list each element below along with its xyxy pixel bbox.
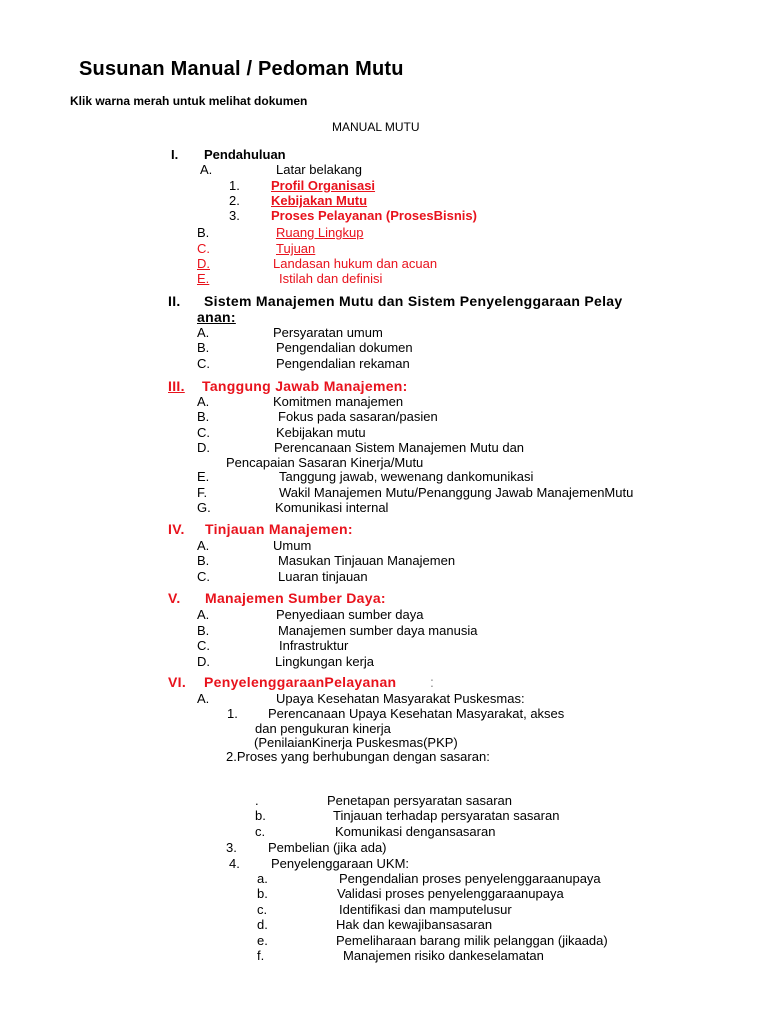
section-3-item-d-label: Perencanaan Sistem Manajemen Mutu dan [274, 440, 525, 455]
section-6-title-colon: : [430, 674, 435, 690]
tinjauan-manajemen-link[interactable]: Tinjauan Manajemen: [205, 521, 353, 537]
section-3-item-d-letter: D. [197, 440, 210, 455]
section-5-item-a-label: Penyediaan sumber daya [276, 607, 424, 622]
section-1-item-c-letter: C. [197, 241, 210, 256]
section-1-item-a-letter: A. [200, 162, 213, 177]
section-3-item-d-continuation: Pencapaian Sasaran Kinerja/Mutu [226, 455, 424, 470]
section-6-number: VI. [168, 674, 187, 690]
section-5-item-c-letter: C. [197, 638, 210, 653]
section-6-point-4-item-c-letter: c. [257, 902, 268, 917]
section-3-item-a-label: Komitmen manajemen [273, 394, 404, 409]
section-1-sub-1-number: 1. [229, 178, 240, 193]
section-6-point-4-item-d-label: Hak dan kewajibansasaran [336, 917, 493, 932]
section-6-point-3-label: Pembelian (jika ada) [268, 840, 387, 855]
section-6-point-2-item-c-label: Komunikasi dengansasaran [335, 824, 496, 839]
section-6-point-4-item-e-letter: e. [257, 933, 268, 948]
section-6-point-4-item-b-label: Validasi proses penyelenggaraanupaya [337, 886, 564, 901]
penyelenggaraan-pelayanan-link[interactable]: PenyelenggaraanPelayanan [204, 674, 397, 690]
section-3-item-c-label: Kebijakan mutu [276, 425, 366, 440]
section-3-item-g-letter: G. [197, 500, 211, 515]
section-6-point-1-line-3: (PenilaianKinerja Puskesmas(PKP) [254, 735, 458, 750]
section-5-item-b-label: Manajemen sumber daya manusia [278, 623, 478, 638]
page-title: Susunan Manual / Pedoman Mutu [79, 58, 404, 80]
section-6-point-4-item-f-letter: f. [257, 948, 265, 963]
profil-organisasi-link[interactable]: Profil Organisasi [271, 178, 376, 193]
section-2-item-c-letter: C. [197, 356, 210, 371]
section-3-item-a-letter: A. [197, 394, 210, 409]
section-6-point-2-item-b-label: Tinjauan terhadap persyaratan sasaran [333, 808, 560, 823]
section-2-title-line-1: Sistem Manajemen Mutu dan Sistem Penyelenggaraan Pelay [204, 293, 623, 309]
section-1-item-a-label: Latar belakang [276, 162, 363, 177]
section-6-point-4-label: Penyelenggaraan UKM: [271, 856, 410, 871]
section-2-item-b-letter: B. [197, 340, 210, 355]
section-5-item-a-letter: A. [197, 607, 210, 622]
section-3-item-f-label: Wakil Manajemen Mutu/Penanggung Jawab ManajemenMutu [279, 485, 634, 500]
section-5-number: V. [168, 590, 181, 606]
instruction-text: Klik warna merah untuk melihat dokumen [70, 94, 308, 108]
section-1-sub-2-number: 2. [229, 193, 240, 208]
section-6-point-4-item-f-label: Manajemen risiko dankeselamatan [343, 948, 544, 963]
section-6-point-1-line-2: dan pengukuran kinerja [255, 721, 391, 736]
section-3-item-b-label: Fokus pada sasaran/pasien [278, 409, 438, 424]
section-6-point-2-item-b-letter: b. [255, 808, 266, 823]
section-5-item-b-letter: B. [197, 623, 210, 638]
kebijakan-mutu-link[interactable]: Kebijakan Mutu [271, 193, 368, 208]
section-6-point-4-item-e-label: Pemeliharaan barang milik pelanggan (jikaada) [336, 933, 608, 948]
section-6-point-1-number: 1. [227, 706, 238, 721]
section-3-number: III. [168, 378, 185, 394]
section-6-item-a-label: Upaya Kesehatan Masyarakat Puskesmas: [276, 691, 525, 706]
section-6-point-3-number: 3. [226, 840, 237, 855]
section-1-item-d-label: Landasan hukum dan acuan [273, 256, 438, 271]
tujuan-link[interactable]: Tujuan [276, 241, 316, 256]
section-5-item-c-label: Infrastruktur [279, 638, 349, 653]
section-6-point-4-item-a-label: Pengendalian proses penyelenggaraanupaya [339, 871, 601, 886]
section-3-item-c-letter: C. [197, 425, 210, 440]
section-1-sub-3-number: 3. [229, 208, 240, 223]
section-4-item-c-letter: C. [197, 569, 210, 584]
document-title: MANUAL MUTU [332, 120, 420, 134]
section-3-item-e-letter: E. [197, 469, 210, 484]
section-6-point-4-number: 4. [229, 856, 240, 871]
section-1-item-e-label: Istilah dan definisi [279, 271, 383, 286]
tanggung-jawab-manajemen-link[interactable]: Tanggung Jawab Manajemen: [202, 378, 408, 394]
section-2-item-b-label: Pengendalian dokumen [276, 340, 413, 355]
section-1-item-b-letter: B. [197, 225, 210, 240]
section-6-point-2-item-c-letter: c. [255, 824, 266, 839]
section-1-item-d-letter: D. [197, 256, 210, 271]
section-2-item-a-letter: A. [197, 325, 210, 340]
section-6-point-4-item-c-label: Identifikasi dan mamputelusur [339, 902, 512, 917]
section-6-point-4-item-a-letter: a. [257, 871, 268, 886]
section-3-item-e-label: Tanggung jawab, wewenang dankomunikasi [279, 469, 534, 484]
section-5-item-d-label: Lingkungan kerja [275, 654, 375, 669]
section-4-item-c-label: Luaran tinjauan [278, 569, 368, 584]
section-6-point-2-label: 2.Proses yang berhubungan dengan sasaran: [226, 749, 490, 764]
section-2-item-a-label: Persyaratan umum [273, 325, 383, 340]
section-5-item-d-letter: D. [197, 654, 210, 669]
ruang-lingkup-link[interactable]: Ruang Lingkup [276, 225, 364, 240]
proses-pelayanan-link[interactable]: Proses Pelayanan (ProsesBisnis) [271, 208, 477, 223]
section-3-item-b-letter: B. [197, 409, 210, 424]
section-6-item-a-letter: A. [197, 691, 210, 706]
section-3-item-g-label: Komunikasi internal [275, 500, 389, 515]
section-4-item-a-label: Umum [273, 538, 312, 553]
section-6-point-2-item-a-label: Penetapan persyaratan sasaran [327, 793, 513, 808]
section-2-title-line-2: anan: [197, 309, 236, 325]
section-4-item-b-label: Masukan Tinjauan Manajemen [278, 553, 456, 568]
section-2-item-c-label: Pengendalian rekaman [276, 356, 410, 371]
section-1-number: I. [171, 147, 179, 162]
section-4-item-b-letter: B. [197, 553, 210, 568]
section-4-number: IV. [168, 521, 185, 537]
manajemen-sumber-daya-link[interactable]: Manajemen Sumber Daya: [205, 590, 386, 606]
section-2-number: II. [168, 293, 181, 309]
section-4-item-a-letter: A. [197, 538, 210, 553]
section-3-item-f-letter: F. [197, 485, 208, 500]
section-6-point-1-line-1: Perencanaan Upaya Kesehatan Masyarakat, akses [268, 706, 565, 721]
landasan-hukum-link[interactable] [197, 256, 465, 272]
section-6-point-4-item-d-letter: d. [257, 917, 268, 932]
istilah-definisi-link[interactable] [197, 271, 399, 287]
section-1-item-e-letter: E. [197, 271, 210, 286]
section-6-point-2-item-a-letter: . [255, 793, 259, 808]
section-6-point-4-item-b-letter: b. [257, 886, 268, 901]
section-1-title: Pendahuluan [204, 147, 286, 162]
